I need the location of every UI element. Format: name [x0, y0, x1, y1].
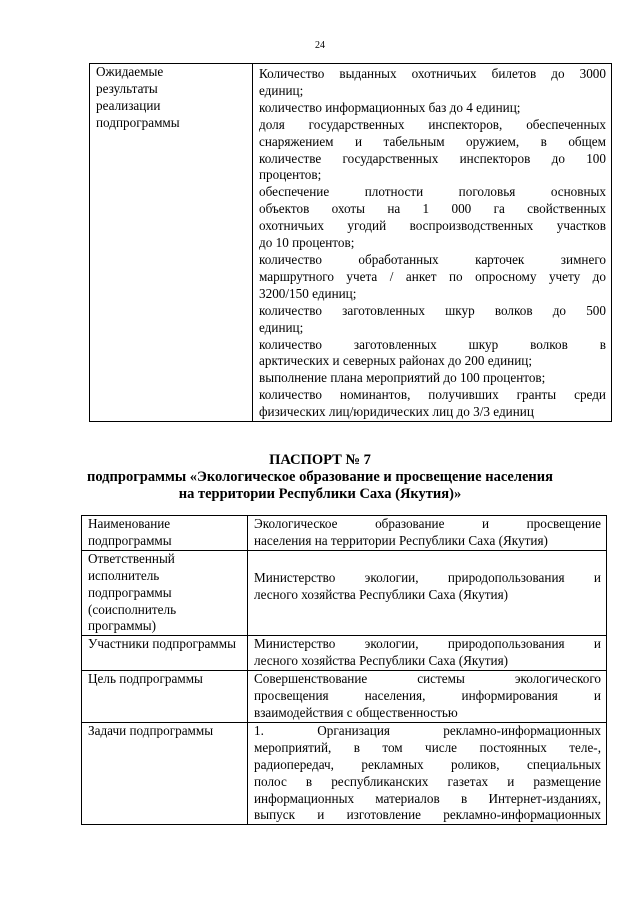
row-label — [90, 64, 253, 422]
row-value — [248, 636, 607, 671]
value-line: количество обработанных карточек зимнего — [259, 251, 606, 267]
row-value — [248, 516, 607, 551]
value-line: Министерство экологии, природопользования и — [254, 636, 601, 652]
value-line: количество информационных баз до 4 единиц; — [259, 99, 521, 115]
value-line: физических лиц/юридических лиц до 3/3 единиц — [259, 404, 534, 420]
label-line: результаты — [96, 80, 158, 96]
value-line: лесного хозяйства Республики Саха (Якутия) — [254, 653, 509, 669]
row-label: Участники подпрограммы — [82, 636, 248, 671]
passport-subtitle-line1: подпрограммы «Экологическое образование и просвещение населения — [87, 469, 553, 485]
value-line: арктических и северных районах до 200 единиц; — [259, 353, 533, 369]
row-value — [248, 671, 607, 723]
value-line: обеспечение плотности поголовья основных — [259, 184, 606, 200]
value-line: 1. Организация рекламно-информационных — [254, 722, 601, 738]
label-line: Ожидаемые — [96, 64, 164, 79]
value-line: объектов охоты на 1 000 га свойственных — [259, 201, 606, 217]
value-line: охотничьих угодий воспроизводственных участков — [259, 218, 606, 234]
page-number: 24 — [315, 40, 325, 51]
value-line: до 10 процентов; — [259, 235, 355, 251]
value-line: Совершенствование системы экологического — [254, 671, 601, 687]
value-line: единиц; — [259, 319, 304, 335]
value-line: количестве государственных инспекторов до 100 — [259, 150, 606, 166]
row-label: Ответственный исполнитель подпрограммы (соисполнитель программы) — [82, 550, 248, 636]
value-line: мероприятий, в том числе постоянных теле-, — [254, 739, 601, 755]
row-value — [248, 722, 607, 824]
value-line: 3200/150 единиц; — [259, 285, 357, 301]
value-line: лесного хозяйства Республики Саха (Якутия) — [254, 586, 509, 602]
value-line: снаряжением и табельным оружием, в общем — [259, 133, 606, 149]
table-row — [82, 671, 607, 723]
table-row — [82, 636, 607, 671]
value-line: радиопередач, рекламных роликов, специальных — [254, 756, 601, 772]
value-line: Экологическое образование и просвещение — [254, 516, 601, 531]
value-line: Количество выданных охотничьих билетов до 3000 — [259, 66, 606, 81]
value-line: количество номинантов, получивших гранты среди — [259, 387, 606, 403]
value-line: доля государственных инспекторов, обеспеченных — [259, 116, 606, 132]
table-row — [82, 516, 607, 551]
value-line: взаимодействия с общественностью — [254, 704, 458, 720]
row-value — [253, 64, 612, 422]
value-line: маршрутного учета / анкет по опросному учету до — [259, 268, 606, 284]
table-row — [90, 64, 612, 422]
expected-results-table — [89, 63, 612, 422]
label-line: подпрограммы — [96, 114, 180, 130]
table-row — [82, 550, 607, 636]
value-line: выполнение плана мероприятий до 100 процентов; — [259, 370, 546, 386]
value-line: информационных материалов в Интернет-изданиях, — [254, 790, 601, 806]
passport-title: ПАСПОРТ № 7 — [269, 452, 371, 468]
row-label: Задачи подпрограммы — [82, 722, 248, 824]
row-label: Цель подпрограммы — [82, 671, 248, 723]
passport-subtitle-line2: на территории Республики Саха (Якутия)» — [178, 486, 462, 502]
subprogram-passport-table — [81, 515, 607, 825]
value-line: полос в республиканских газетах и размещение — [254, 773, 601, 789]
value-line: единиц; — [259, 82, 304, 98]
row-value — [248, 550, 607, 636]
value-line: населения на территории Республики Саха (Якутия) — [254, 532, 548, 548]
value-line: Министерство экологии, природопользования и — [254, 569, 601, 585]
label-line: реализации — [96, 97, 161, 113]
value-line: количество заготовленных шкур волков в — [259, 336, 606, 352]
value-line: количество заготовленных шкур волков до 500 — [259, 302, 606, 318]
value-line: процентов; — [259, 167, 322, 183]
table-row — [82, 722, 607, 824]
value-line: просвещения населения, информирования и — [254, 688, 601, 704]
value-line: выпуск и изготовление рекламно-информационных — [254, 807, 601, 823]
row-label: Наименование подпрограммы — [82, 516, 248, 551]
